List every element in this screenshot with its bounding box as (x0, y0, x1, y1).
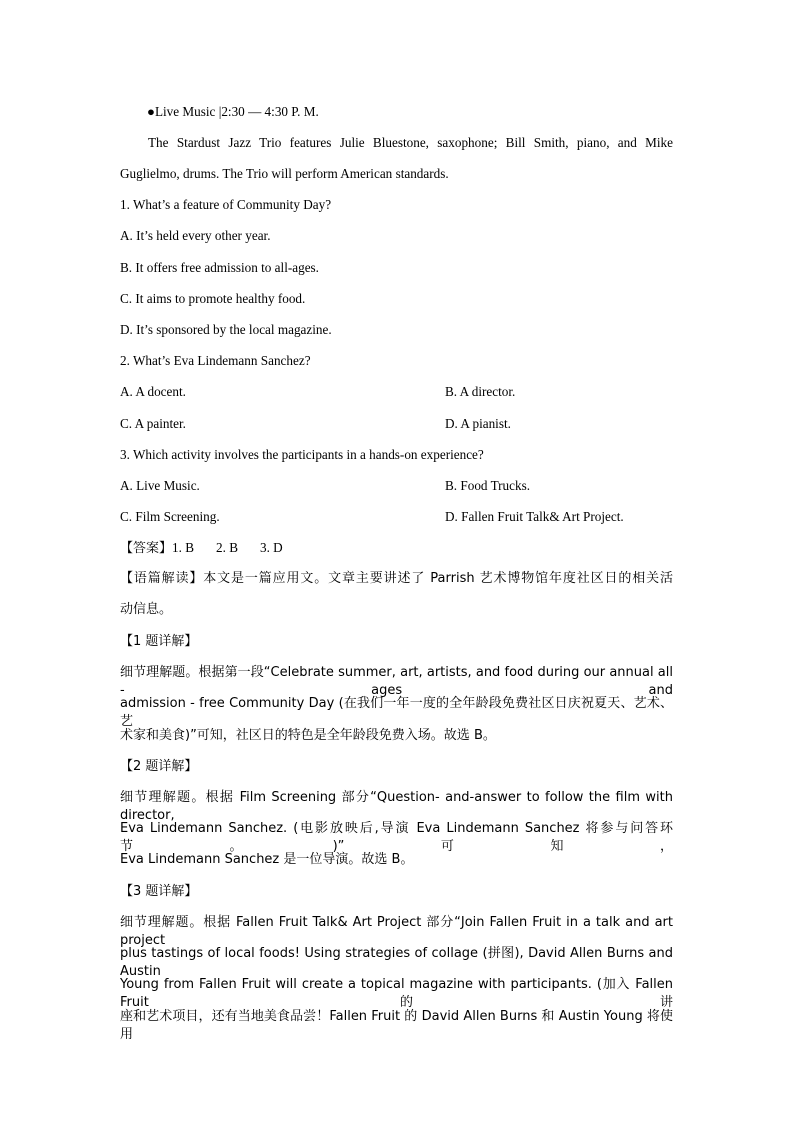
answer-item: 1. B (172, 540, 194, 555)
question-3-option-c: C. Film Screening. (120, 509, 220, 524)
answer-item: 2. B (216, 540, 238, 555)
question-2-option-d: D. A pianist. (445, 416, 511, 431)
answer-label: 【答案】 (120, 541, 173, 556)
question-2-option-c: C. A painter. (120, 416, 186, 431)
explanation-1-line1: 细节理解题。根据第一段“Celebrate summer, art, artists, and food during our annual all - ages and (120, 665, 673, 698)
live-music-heading: ●Live Music |2:30 — 4:30 P. M. (147, 104, 319, 119)
question-2-option-a: A. A docent. (120, 384, 186, 399)
question-1-option-b: B. It offers free admission to all-ages. (120, 260, 319, 275)
passage-interpretation-label: 【语篇解读】 (120, 571, 204, 586)
explanation-2-line2: Eva Lindemann Sanchez. (电影放映后,导演 Eva Lindemann Sanchez 将参与问答环节。)”可知， (120, 821, 673, 854)
explanation-3-line1: 细节理解题。根据 Fallen Fruit Talk& Art Project 部分“Join Fallen Fruit in a talk and art project (120, 915, 673, 948)
answer-line (120, 539, 283, 558)
question-2-stem: 2. What’s Eva Lindemann Sanchez? (120, 353, 311, 368)
question-1-option-a: A. It’s held every other year. (120, 228, 271, 243)
question-2-option-b: B. A director. (445, 384, 516, 399)
question-3-option-a: A. Live Music. (120, 478, 200, 493)
question-1-stem: 1. What’s a feature of Community Day? (120, 197, 332, 212)
live-music-desc-line2: Guglielmo, drums. The Trio will perform American standards. (120, 166, 449, 181)
explanation-1-title: 【1 题详解】 (120, 634, 198, 649)
explanation-2-title: 【2 题详解】 (120, 759, 198, 774)
explanation-1-line3: 术家和美食)”可知，社区日的特色是全年龄段免费入场。故选 B。 (120, 728, 496, 743)
explanation-3-line4: 座和艺术项目，还有当地美食品尝！Fallen Fruit 的 David Allen Burns 和 Austin Young 将使用 (120, 1009, 673, 1042)
explanation-2-line1: 细节理解题。根据 Film Screening 部分“Question- and-answer to follow the film with director, (120, 790, 673, 823)
passage-interpretation-line1 (120, 570, 673, 588)
passage-interpretation-line2: 动信息。 (120, 602, 173, 617)
explanation-2-line3: Eva Lindemann Sanchez 是一位导演。故选 B。 (120, 852, 414, 867)
answer-item: 3. D (259, 540, 283, 555)
explanation-3-title: 【3 题详解】 (120, 884, 198, 899)
question-3-option-d: D. Fallen Fruit Talk& Art Project. (445, 509, 624, 524)
question-1-option-d: D. It’s sponsored by the local magazine. (120, 322, 332, 337)
live-music-desc-line1: The Stardust Jazz Trio features Julie Bluestone, saxophone; Bill Smith, piano, and Mike (148, 135, 673, 150)
question-3-stem: 3. Which activity involves the participants in a hands-on experience? (120, 447, 484, 462)
explanation-1-line2: admission - free Community Day (在我们一年一度的全年龄段免费社区日庆祝夏天、艺术、艺 (120, 696, 673, 729)
question-3-option-b: B. Food Trucks. (445, 478, 531, 493)
passage-interpretation-text: 本文是一篇应用文。文章主要讲述了 Parrish 艺术博物馆年度社区日的相关活 (203, 571, 673, 586)
explanation-3-line2: plus tastings of local foods! Using strategies of collage (拼图), David Allen Burns and Austin (120, 946, 673, 979)
explanation-3-line3: Young from Fallen Fruit will create a topical magazine with participants. (加入 Fallen Fruit 的讲 (120, 977, 673, 1010)
question-1-option-c: C. It aims to promote healthy food. (120, 291, 306, 306)
